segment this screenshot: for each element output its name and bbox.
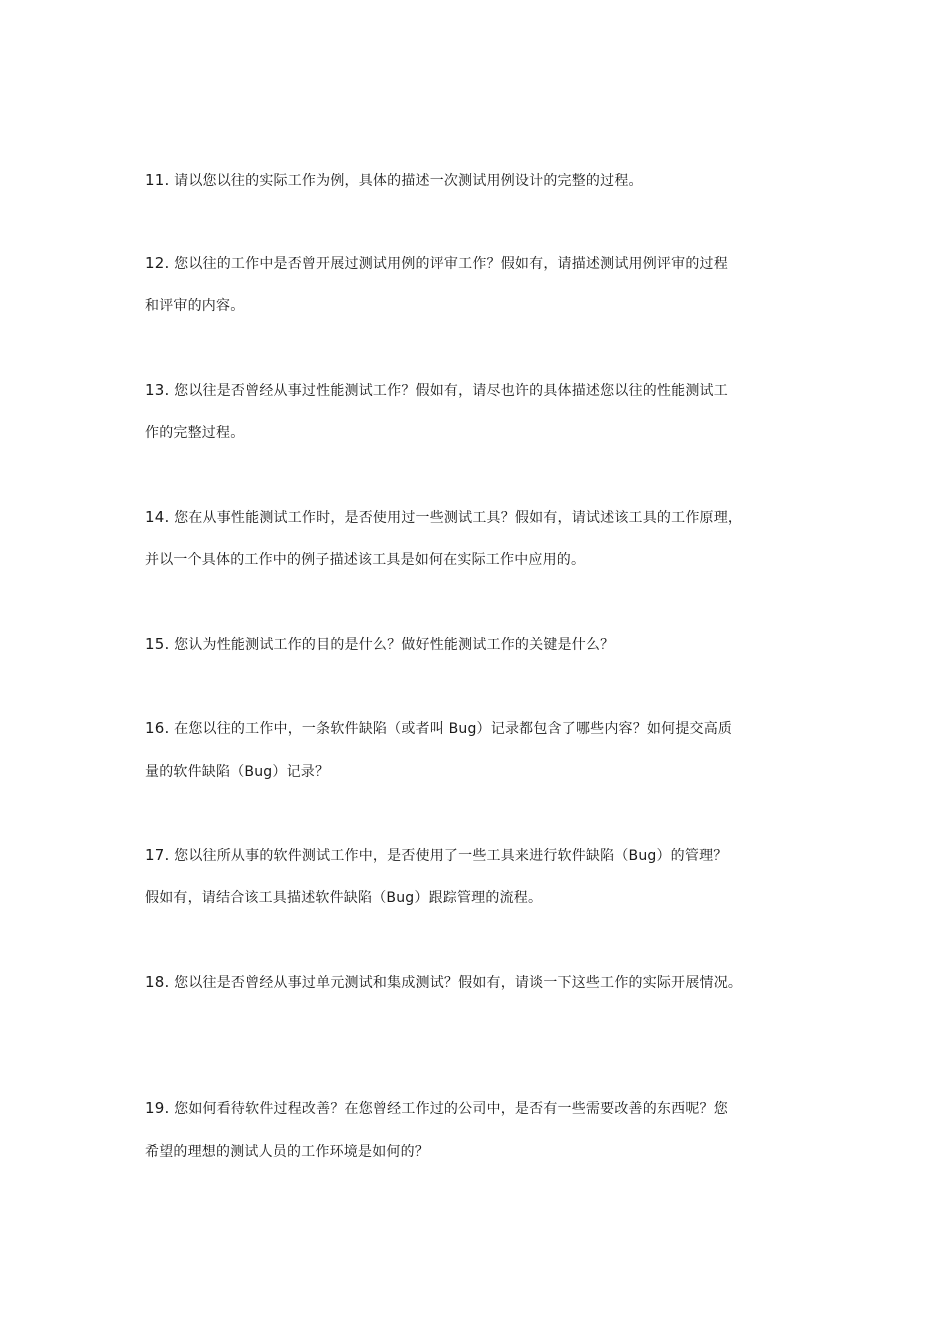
- question-12-text: 您以往的工作中是否曾开展过测试用例的评审工作？假如有，请描述测试用例评审的过程: [174, 256, 728, 272]
- question-11-number: 11.: [145, 171, 170, 189]
- question-17-line-2: [145, 888, 815, 908]
- question-19-line-1: [145, 1098, 815, 1119]
- question-12-line-1: [145, 253, 815, 274]
- question-19-number: 19.: [145, 1099, 170, 1117]
- question-16-number: 16.: [145, 719, 170, 737]
- question-11-line-1: [145, 170, 815, 191]
- question-13-text-continued: 作的完整过程。: [145, 425, 245, 441]
- question-15-text: 您认为性能测试工作的目的是什么？做好性能测试工作的关键是什么？: [174, 637, 615, 653]
- question-19-text-continued: 希望的理想的测试人员的工作环境是如何的？: [145, 1144, 429, 1160]
- question-17-line-1: [145, 845, 815, 866]
- question-14-line-1: [145, 507, 815, 528]
- question-16-line-2: [145, 762, 815, 782]
- question-18-number: 18.: [145, 973, 170, 991]
- question-14-line-2: [145, 550, 815, 570]
- question-13-line-2: [145, 423, 815, 443]
- question-14-text: 您在从事性能测试工作时，是否使用过一些测试工具？假如有，请试述该工具的工作原理，: [174, 510, 743, 526]
- question-15-number: 15.: [145, 635, 170, 653]
- question-11-text: 请以您以往的实际工作为例，具体的描述一次测试用例设计的完整的过程。: [174, 173, 643, 189]
- question-14-number: 14.: [145, 508, 170, 526]
- question-12-line-2: [145, 296, 815, 316]
- question-19-line-2: [145, 1142, 815, 1162]
- question-13-line-1: [145, 380, 815, 401]
- question-12-number: 12.: [145, 254, 170, 272]
- question-18-line-1: [145, 972, 815, 993]
- question-19-text: 您如何看待软件过程改善？在您曾经工作过的公司中，是否有一些需要改善的东西呢？您: [174, 1101, 728, 1117]
- question-17-text-continued: 假如有，请结合该工具描述软件缺陷（Bug）跟踪管理的流程。: [145, 890, 543, 906]
- question-16-text-continued: 量的软件缺陷（Bug）记录？: [145, 764, 330, 780]
- question-13-text: 您以往是否曾经从事过性能测试工作？假如有，请尽也许的具体描述您以往的性能测试工: [174, 383, 728, 399]
- question-12-text-continued: 和评审的内容。: [145, 298, 245, 314]
- question-16-line-1: [145, 718, 815, 739]
- question-18-text: 您以往是否曾经从事过单元测试和集成测试？假如有，请谈一下这些工作的实际开展情况。: [174, 975, 743, 991]
- question-16-text: 在您以往的工作中，一条软件缺陷（或者叫 Bug）记录都包含了哪些内容？如何提交高质: [174, 721, 733, 737]
- question-17-text: 您以往所从事的软件测试工作中，是否使用了一些工具来进行软件缺陷（Bug）的管理？: [174, 848, 728, 864]
- question-17-number: 17.: [145, 846, 170, 864]
- question-15-line-1: [145, 634, 815, 655]
- question-14-text-continued: 并以一个具体的工作中的例子描述该工具是如何在实际工作中应用的。: [145, 552, 586, 568]
- question-13-number: 13.: [145, 381, 170, 399]
